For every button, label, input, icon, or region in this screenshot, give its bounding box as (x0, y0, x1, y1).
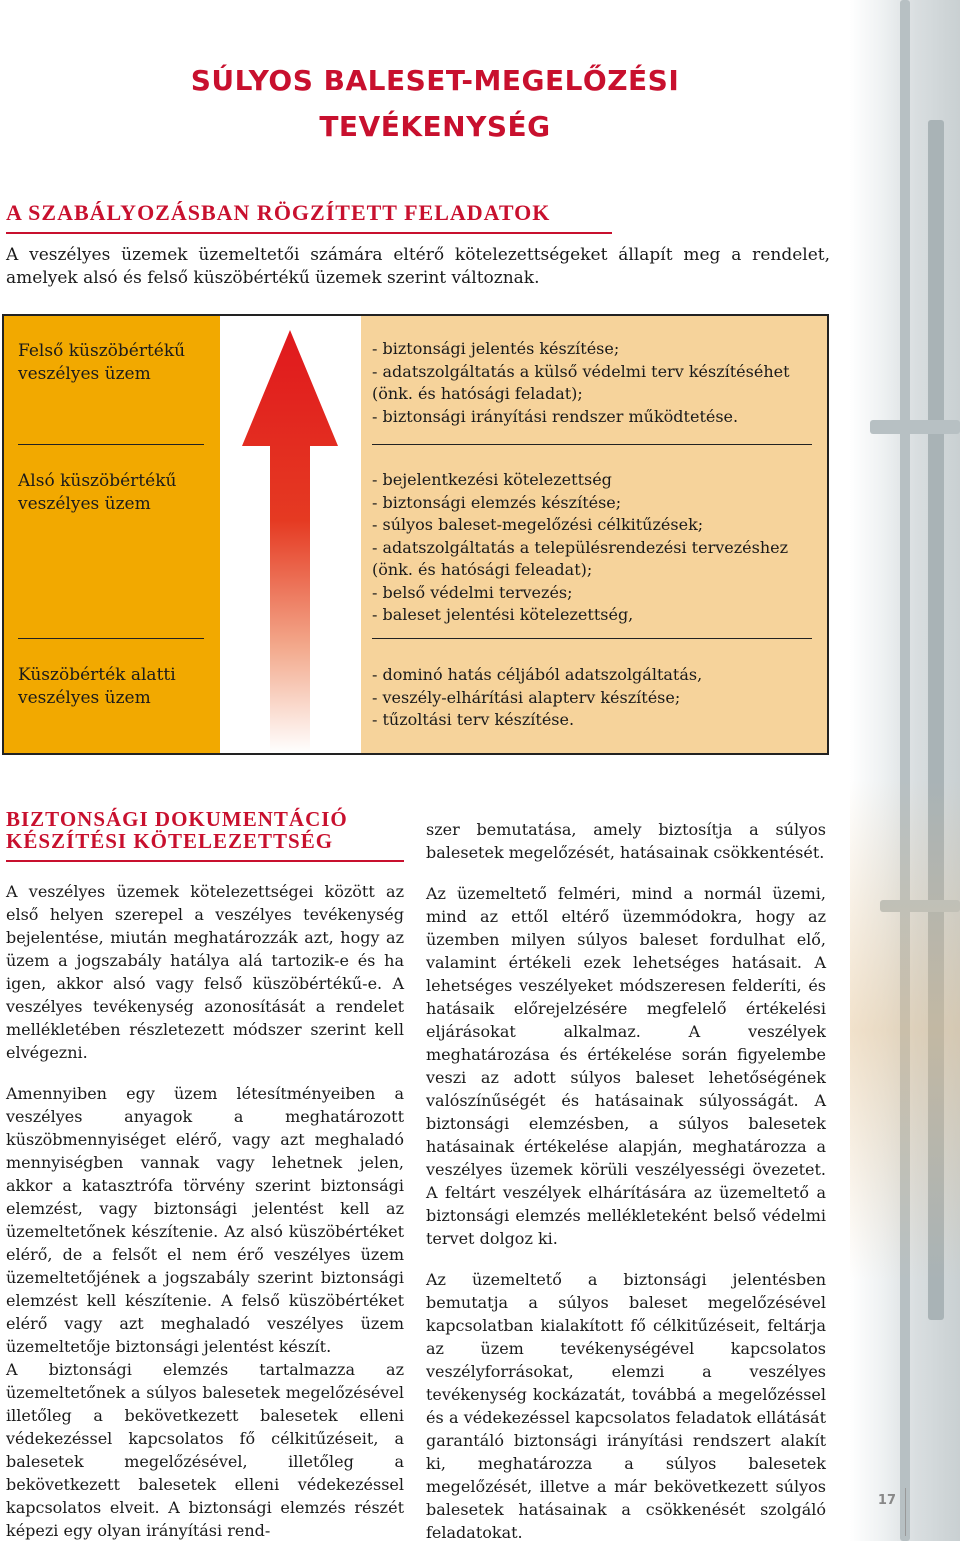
duty-item: - adatszolgáltatás a településrendezési tervezéshez (önk. és hatósági feleadat); (372, 537, 789, 579)
upward-arrow-icon (220, 316, 361, 753)
paragraph: Az üzemeltető a biztonsági jelentésben bemutatja a súlyos baleset megelőzésével kapcsolatban kialakított fő célkitűzéseit, feltárja az üzem tevékenységével kapcsolatos veszélyforrásokat, elemzi a veszélyes tevékenység kockázatát, továbbá a megelőzéssel és a védekezéssel kapcsolatos feladatok ellátását garantáló biztonsági irányítási rendszert alakít ki, meghatározza a súlyos balesetek megelőzését, illetve a már bekövetkezett súlyos balesetek hatásainak a csökkenését szolgáló feladatokat. (426, 1270, 826, 1542)
paragraph: Az üzemeltető felméri, mind a normál üzemi, mind az ettől eltérő üzemmódokra, hogy az üzemben milyen súlyos baleset fordulhat elő, valamint értékeli ezek lehetséges hatásait. A lehetséges veszélyeket módszeresen felderíti, és hatásaik előrejelzésére megfelelő értékelési eljárásokat alkalmaz. A veszélyek meghatározása és értékelése során figyelembe veszi az adott súlyos baleset lehetőségének valószínűségét és hatásainak súlyosságát. A biztonsági elemzésben, a súlyos balesetek hatásainak értékelése alapján, meghatározza a veszélyes üzemek körüli veszélyességi övezetet. A feltárt veszélyek elhárítására az üzemeltető a biztonsági elemzés mellékleteként belső védelmi tervet dolgoz ki. (426, 884, 826, 1248)
page-number: 17 (877, 1493, 896, 1508)
left-text-column (6, 880, 404, 1542)
duty-item: - dominó hatás céljából adatszolgáltatás, (372, 665, 703, 684)
duty-item: - súlyos baleset-megelőzési célkitűzések; (372, 515, 704, 534)
right-text-column (426, 818, 826, 1544)
page-number-rule (905, 1488, 906, 1536)
duty-divider (372, 444, 812, 445)
decorative-photo-strip (850, 0, 960, 1541)
level-divider (18, 638, 204, 639)
obligations-table (2, 314, 829, 755)
intro-paragraph: A veszélyes üzemek üzemeltetői számára eltérő kötelezettségeket állapít meg a rendelet, amelyek alsó és felső küszöbértékű üzemek szerint változnak. (6, 245, 830, 288)
subsection-heading-rule (6, 860, 404, 862)
duty-item: - tűzoltási terv készítése. (372, 710, 575, 729)
duty-divider (372, 638, 812, 639)
level-label-below-threshold: Küszöbérték alatti veszélyes üzem (18, 665, 176, 708)
duty-item: - baleset jelentési kötelezettség, (372, 605, 634, 624)
duty-item: - biztonsági irányítási rendszer működtetése. (372, 406, 739, 426)
level-divider (18, 444, 204, 445)
paragraph: Amennyiben egy üzem létesítményeiben a veszélyes anyagok a meghatározott küszöbmennyiséget elérő, vagy azt meghaladó mennyiségben vannak vagy lehetnek jelen, akkor a katasztrófa törvény szerint biztonsági elemzést, vagy biztonsági jelentést kell az üzemeltetőnek készítenie. Az alsó küszöbértéket elérő, de a felsőt el nem érő veszélyes üzem üzemeltetőjének a jogszabály szerint biztonsági elemzést kell készítenie. A felső küszöbértéket elérő vagy azt meghaladó veszélyes üzem üzemeltetője biztonsági jelentést készít. (6, 1084, 404, 1356)
section-heading: A SZABÁLYOZÁSBAN RÖGZÍTETT FELADATOK (6, 200, 551, 225)
paragraph: A veszélyes üzemek kötelezettségei között az első helyen szerepel a veszélyes tevékenység bejelentése, miután meghatározzák azt, hogy az üzem a jogszabály hatálya alá tartozik-e és ha igen, akkor alsó vagy felső küszöbértékű-e. A veszélyes tevékenység azonosítását a rendelet mellékletében részletezett módszer szerint kell elvégezni. (6, 882, 404, 1062)
duties-lower-tier (372, 469, 822, 627)
duty-item: - biztonsági elemzés készítése; (372, 492, 622, 512)
duties-below-threshold (372, 664, 822, 732)
duty-item: - veszély-elhárítási alapterv készítése; (372, 687, 681, 707)
paragraph: A biztonsági elemzés tartalmazza az üzemeltetőnek a súlyos balesetek megelőzésével illetőleg a bekövetkezett balesetek elleni védekezéssel kapcsolatos fő célkitűzéseit, a balesetek megelőzésével, illetőleg a bekövetkezett balesetek elleni védekezéssel kapcsolatos elveit. A biztonsági elemzés részét képezi egy olyan irányítási rend- (6, 1360, 404, 1540)
paragraph: szer bemutatása, amely biztosítja a súlyos balesetek megelőzését, hatásainak csökkentését. (426, 820, 826, 862)
page-title-line-1: SÚLYOS BALESET-MEGELŐZÉSI (190, 64, 680, 97)
duty-item: - belső védelmi tervezés; (372, 582, 573, 602)
level-label-lower-tier: Alsó küszöbértékű veszélyes üzem (18, 471, 177, 514)
duty-item: - biztonsági jelentés készítése; (372, 339, 620, 358)
duty-item: - bejelentkezési kötelezettség (372, 470, 612, 489)
duties-upper-tier (372, 338, 822, 428)
level-label-upper-tier: Felső küszöbértékű veszélyes üzem (18, 341, 186, 384)
duty-item: - adatszolgáltatás a külső védelmi terv készítéséhet (önk. és hatósági feladat); (372, 361, 790, 403)
subsection-heading: BIZTONSÁGI DOKUMENTÁCIÓ KÉSZÍTÉSI KÖTELEZETTSÉG (6, 807, 348, 853)
page-title-line-2: TEVÉKENYSÉG (319, 110, 551, 143)
page-title (160, 58, 710, 150)
section-heading-rule (6, 232, 612, 234)
